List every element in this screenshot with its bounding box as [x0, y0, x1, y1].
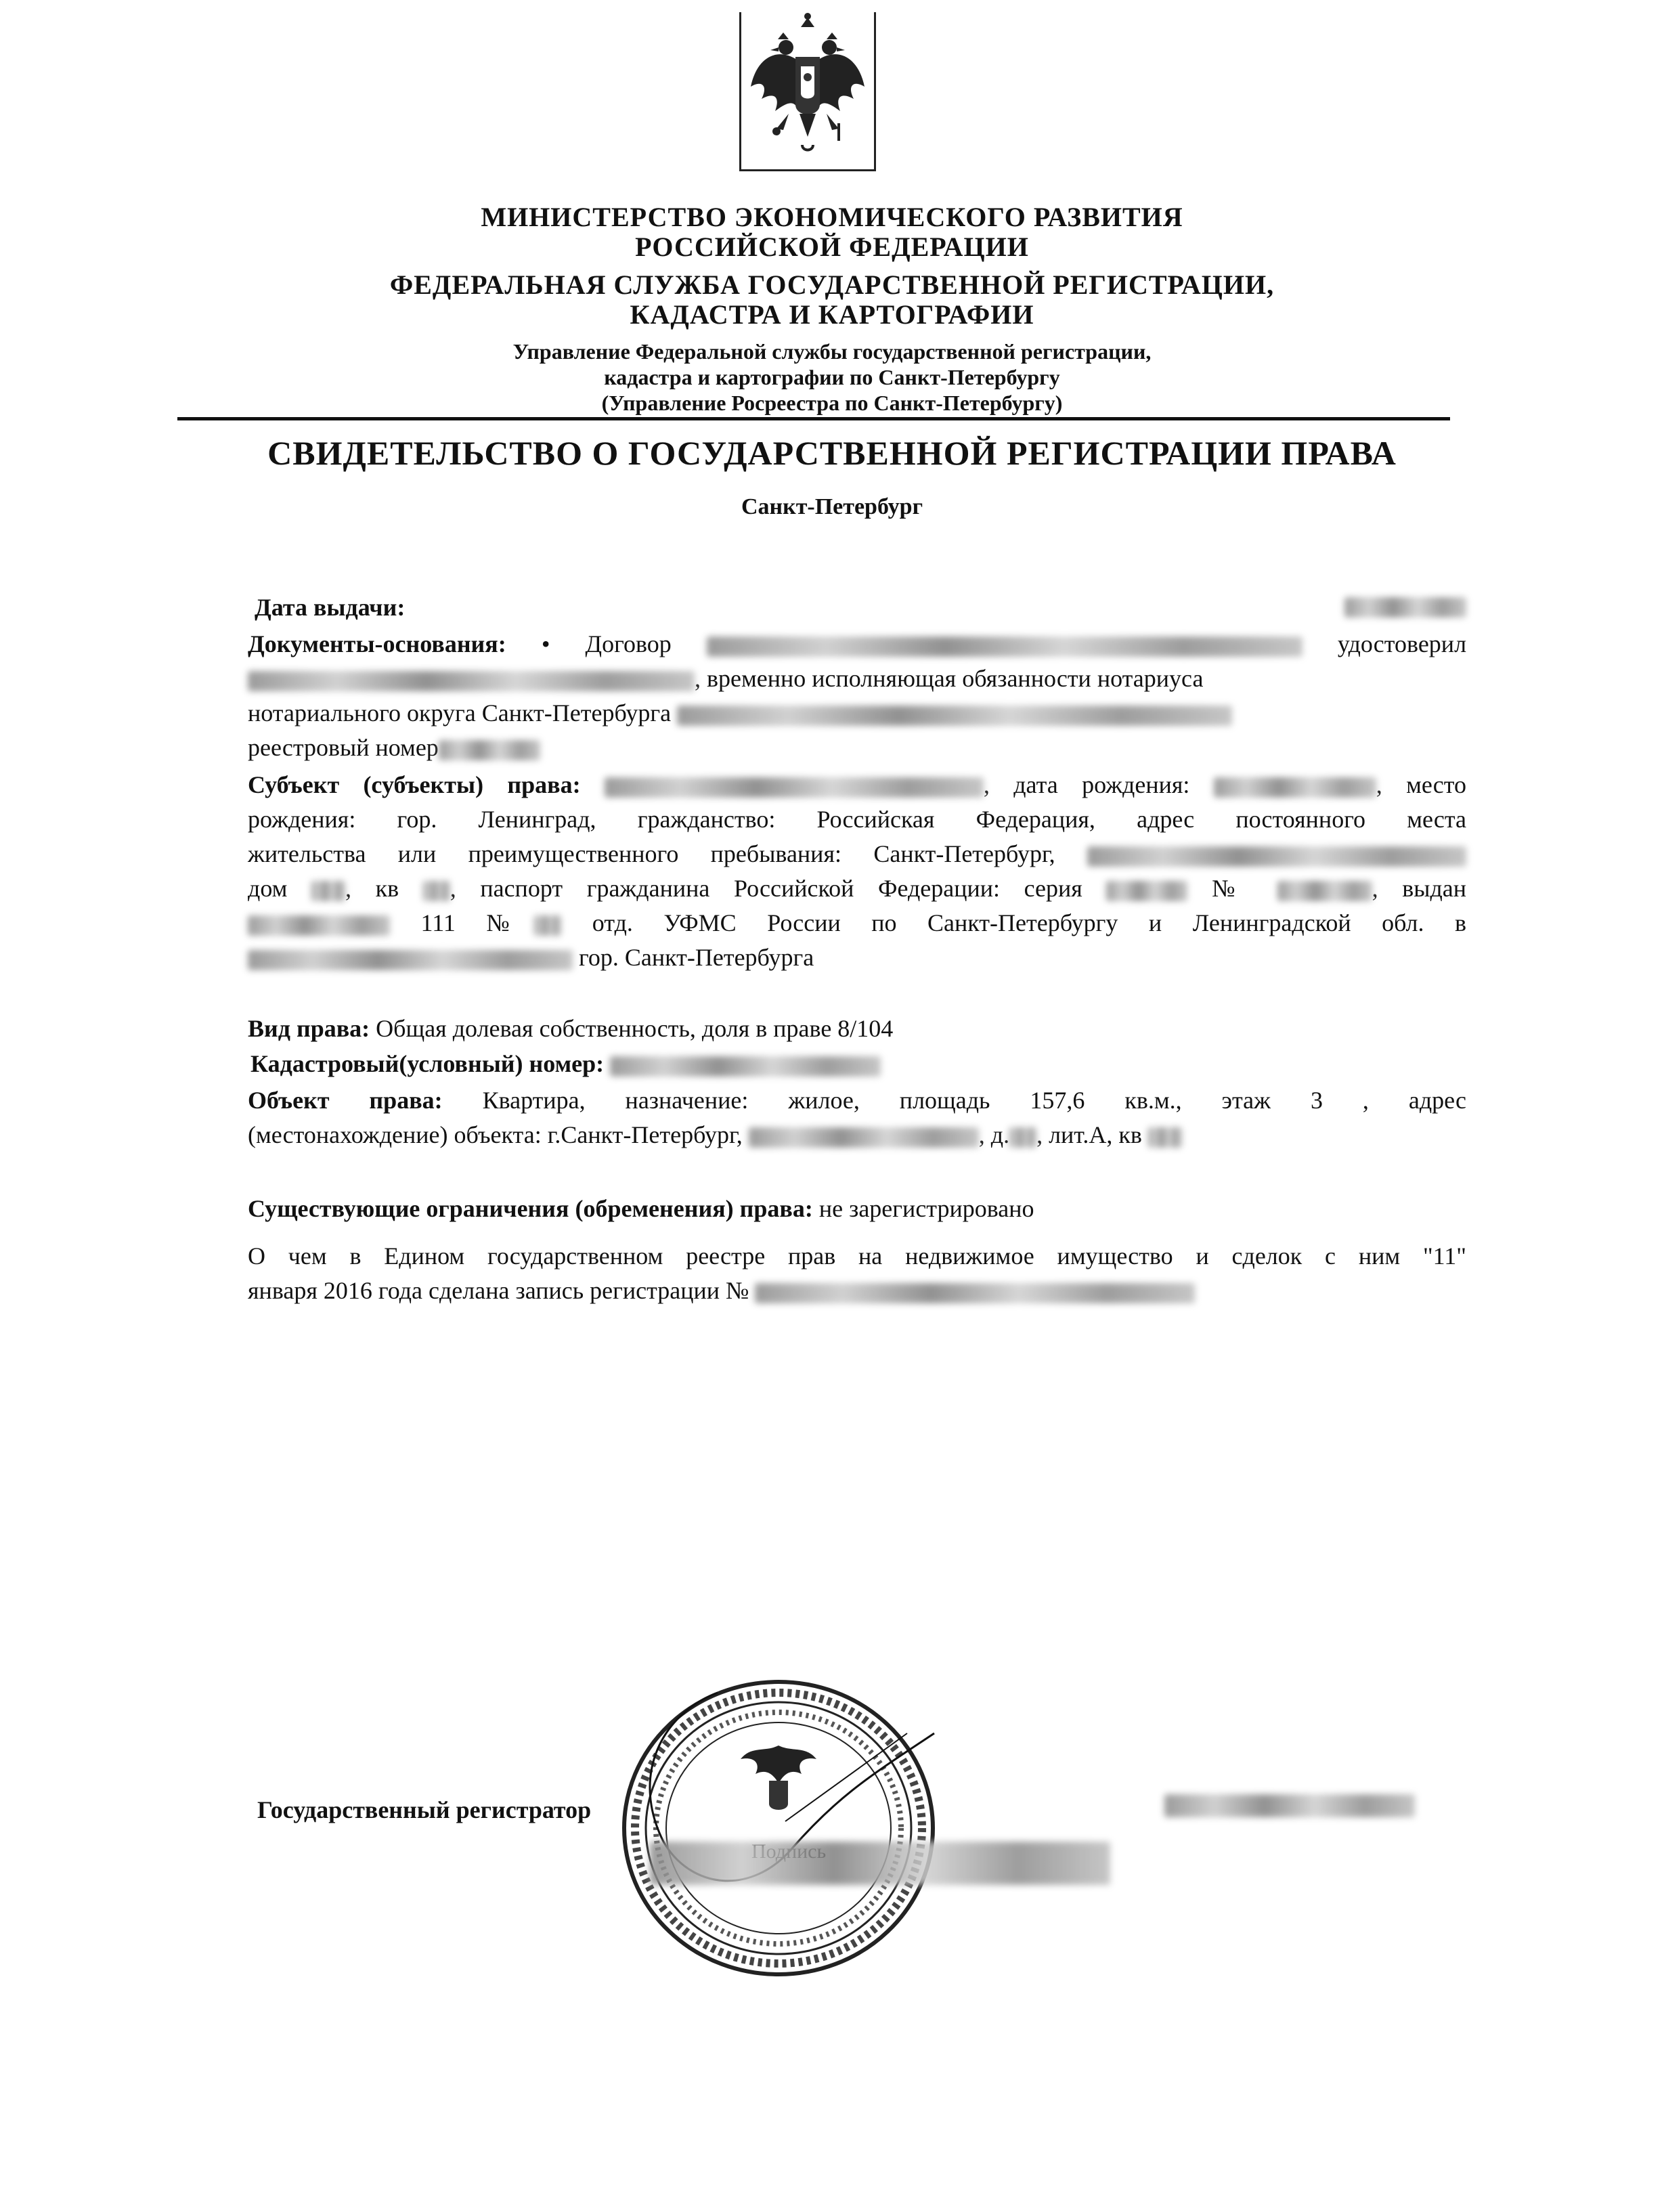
documents-text-3: , временно исполняющая обязанности нотариуса — [695, 665, 1204, 692]
subject-line-5c: отд. УФМС России по Санкт-Петербургу и Ленинградской обл. в — [592, 909, 1467, 936]
subject-line-3a: жительства или преимущественного пребывания: Санкт-Петербург, — [248, 840, 1055, 867]
ministry-line-1: МИНИСТЕРСТВО ЭКОНОМИЧЕСКОГО РАЗВИТИЯ — [481, 202, 1183, 232]
notary-and-date-redacted — [677, 706, 1232, 726]
object-line-1 — [248, 1083, 1466, 1118]
object-line-2b: , д. — [978, 1121, 1010, 1148]
cadastral-label: Кадастровый(условный) номер: — [250, 1050, 605, 1077]
notary-name-redacted — [248, 671, 695, 691]
documents-line-3 — [248, 696, 1466, 731]
object-line-1-text: Квартира, назначение: жилое, площадь 157,6 кв.м., этаж 3 , адрес — [482, 1087, 1467, 1114]
subject-line-6 — [248, 940, 1466, 975]
office-line-1: Управление Федеральной службы государственной регистрации, — [512, 339, 1152, 364]
contract-redacted — [707, 636, 1302, 657]
restrictions-row — [248, 1192, 1466, 1226]
documents-line-1 — [248, 627, 1466, 662]
registrar-name-redacted — [1164, 1794, 1415, 1817]
stamp-text-redacted — [650, 1842, 1110, 1885]
issuer-redacted — [248, 915, 390, 936]
object-line-2 — [248, 1118, 1466, 1152]
documents-text-5: реестровый номер — [248, 734, 439, 761]
record-line-2 — [248, 1274, 1466, 1308]
office-line-3: (Управление Росреестра по Санкт-Петербургу) — [601, 391, 1063, 415]
right-type-value: Общая долевая собственность, доля в праве 8/104 — [376, 1015, 894, 1042]
passport-series-redacted — [1106, 881, 1187, 901]
right-type-label: Вид права: — [248, 1015, 370, 1042]
issue-date-label: Дата выдачи: — [255, 594, 406, 621]
subject-name-redacted — [605, 777, 984, 798]
object-label: Объект права: — [248, 1087, 443, 1114]
cadastral-row — [250, 1047, 1469, 1081]
object-line-2a: (местонахождение) объекта: г.Санкт-Петербург, — [248, 1121, 743, 1148]
object-street-redacted — [749, 1127, 979, 1148]
record-section — [248, 1239, 1466, 1308]
object-house-redacted — [1009, 1127, 1036, 1148]
document-title: СВИДЕТЕЛЬСТВО О ГОСУДАРСТВЕННОЙ РЕГИСТРАЦИИ ПРАВА — [267, 434, 1397, 472]
record-line-1: О чем в Едином государственном реестре прав на недвижимое имущество и сделок с ним "11" — [248, 1242, 1466, 1270]
restrictions-label: Существующие ограничения (обременения) права: — [248, 1195, 813, 1222]
subject-line-4e: № — [1212, 875, 1254, 902]
stamp-text-redacted-wrap — [650, 1842, 1110, 1885]
header-divider — [177, 417, 1450, 420]
registrar-label: Государственный регистратор — [257, 1796, 592, 1823]
object-flat-redacted — [1148, 1127, 1182, 1148]
subject-line-3 — [248, 837, 1466, 871]
subject-line-1 — [248, 768, 1466, 802]
object-line-2c: , лит.А, кв — [1036, 1121, 1142, 1148]
subject-line-4d: серия — [1024, 875, 1082, 902]
documents-line-4 — [248, 731, 1466, 765]
street-redacted — [1087, 846, 1466, 867]
documents-section — [248, 627, 1466, 765]
flat-redacted — [423, 881, 450, 901]
subject-line-6-text: гор. Санкт-Петербурга — [579, 944, 814, 971]
birth-date-redacted — [1214, 777, 1376, 798]
subject-line-4b: , кв — [345, 875, 399, 902]
coat-of-arms-emblem — [739, 12, 876, 171]
subject-line-4a: дом — [248, 875, 288, 902]
documents-text-2: удостоверил — [1337, 630, 1467, 657]
object-section — [248, 1083, 1466, 1152]
double-headed-eagle-icon — [741, 12, 874, 167]
issue-date-row — [255, 590, 1466, 625]
subject-section — [248, 768, 1466, 975]
service-line-1: ФЕДЕРАЛЬНАЯ СЛУЖБА ГОСУДАРСТВЕННОЙ РЕГИСТРАЦИИ, — [389, 269, 1275, 300]
subject-line-4f: , выдан — [1372, 875, 1467, 902]
office-line-2: кадастра и картографии по Санкт-Петербургу — [604, 365, 1060, 389]
subject-line-5 — [248, 906, 1466, 940]
documents-text-4: нотариального округа Санкт-Петербурга — [248, 699, 672, 727]
subject-line-4 — [248, 871, 1466, 906]
cadastral-number-redacted — [610, 1056, 881, 1077]
ministry-line-2: РОССИЙСКОЙ ФЕДЕРАЦИИ — [635, 232, 1029, 262]
subject-line-2: рождения: гор. Ленинград, гражданство: Российская Федерация, адрес постоянного места — [248, 806, 1466, 833]
documents-label: Документы-основания: — [248, 630, 506, 657]
city: Санкт-Петербург — [741, 494, 923, 519]
documents-line-2 — [248, 662, 1466, 696]
subject-line-5b: № — [486, 909, 535, 936]
documents-text-1: • Договор — [541, 630, 672, 657]
subject-text-1: , дата рождения: — [983, 771, 1190, 798]
house-redacted — [311, 881, 345, 901]
subject-line-5a: 111 — [420, 909, 456, 936]
record-number-redacted — [755, 1283, 1195, 1303]
subject-text-2: , место — [1376, 771, 1466, 798]
registrar-name-wrap — [1164, 1794, 1415, 1817]
dept-number-redacted — [534, 915, 561, 936]
district-redacted — [248, 950, 573, 970]
registry-number-redacted — [439, 740, 540, 760]
right-type-row — [248, 1012, 1466, 1046]
issue-date-redacted — [1344, 597, 1466, 617]
official-stamp — [616, 1672, 941, 1987]
service-line-2: КАДАСТРА И КАРТОГРАФИИ — [630, 299, 1034, 330]
record-line-2-text: января 2016 года сделана запись регистрации № — [248, 1277, 749, 1304]
passport-number-redacted — [1277, 881, 1372, 901]
restrictions-value: не зарегистрировано — [818, 1195, 1034, 1222]
subject-line-4c: , паспорт гражданина Российской Федерации: — [450, 875, 1001, 902]
subject-label: Субъект (субъекты) права: — [248, 771, 581, 798]
